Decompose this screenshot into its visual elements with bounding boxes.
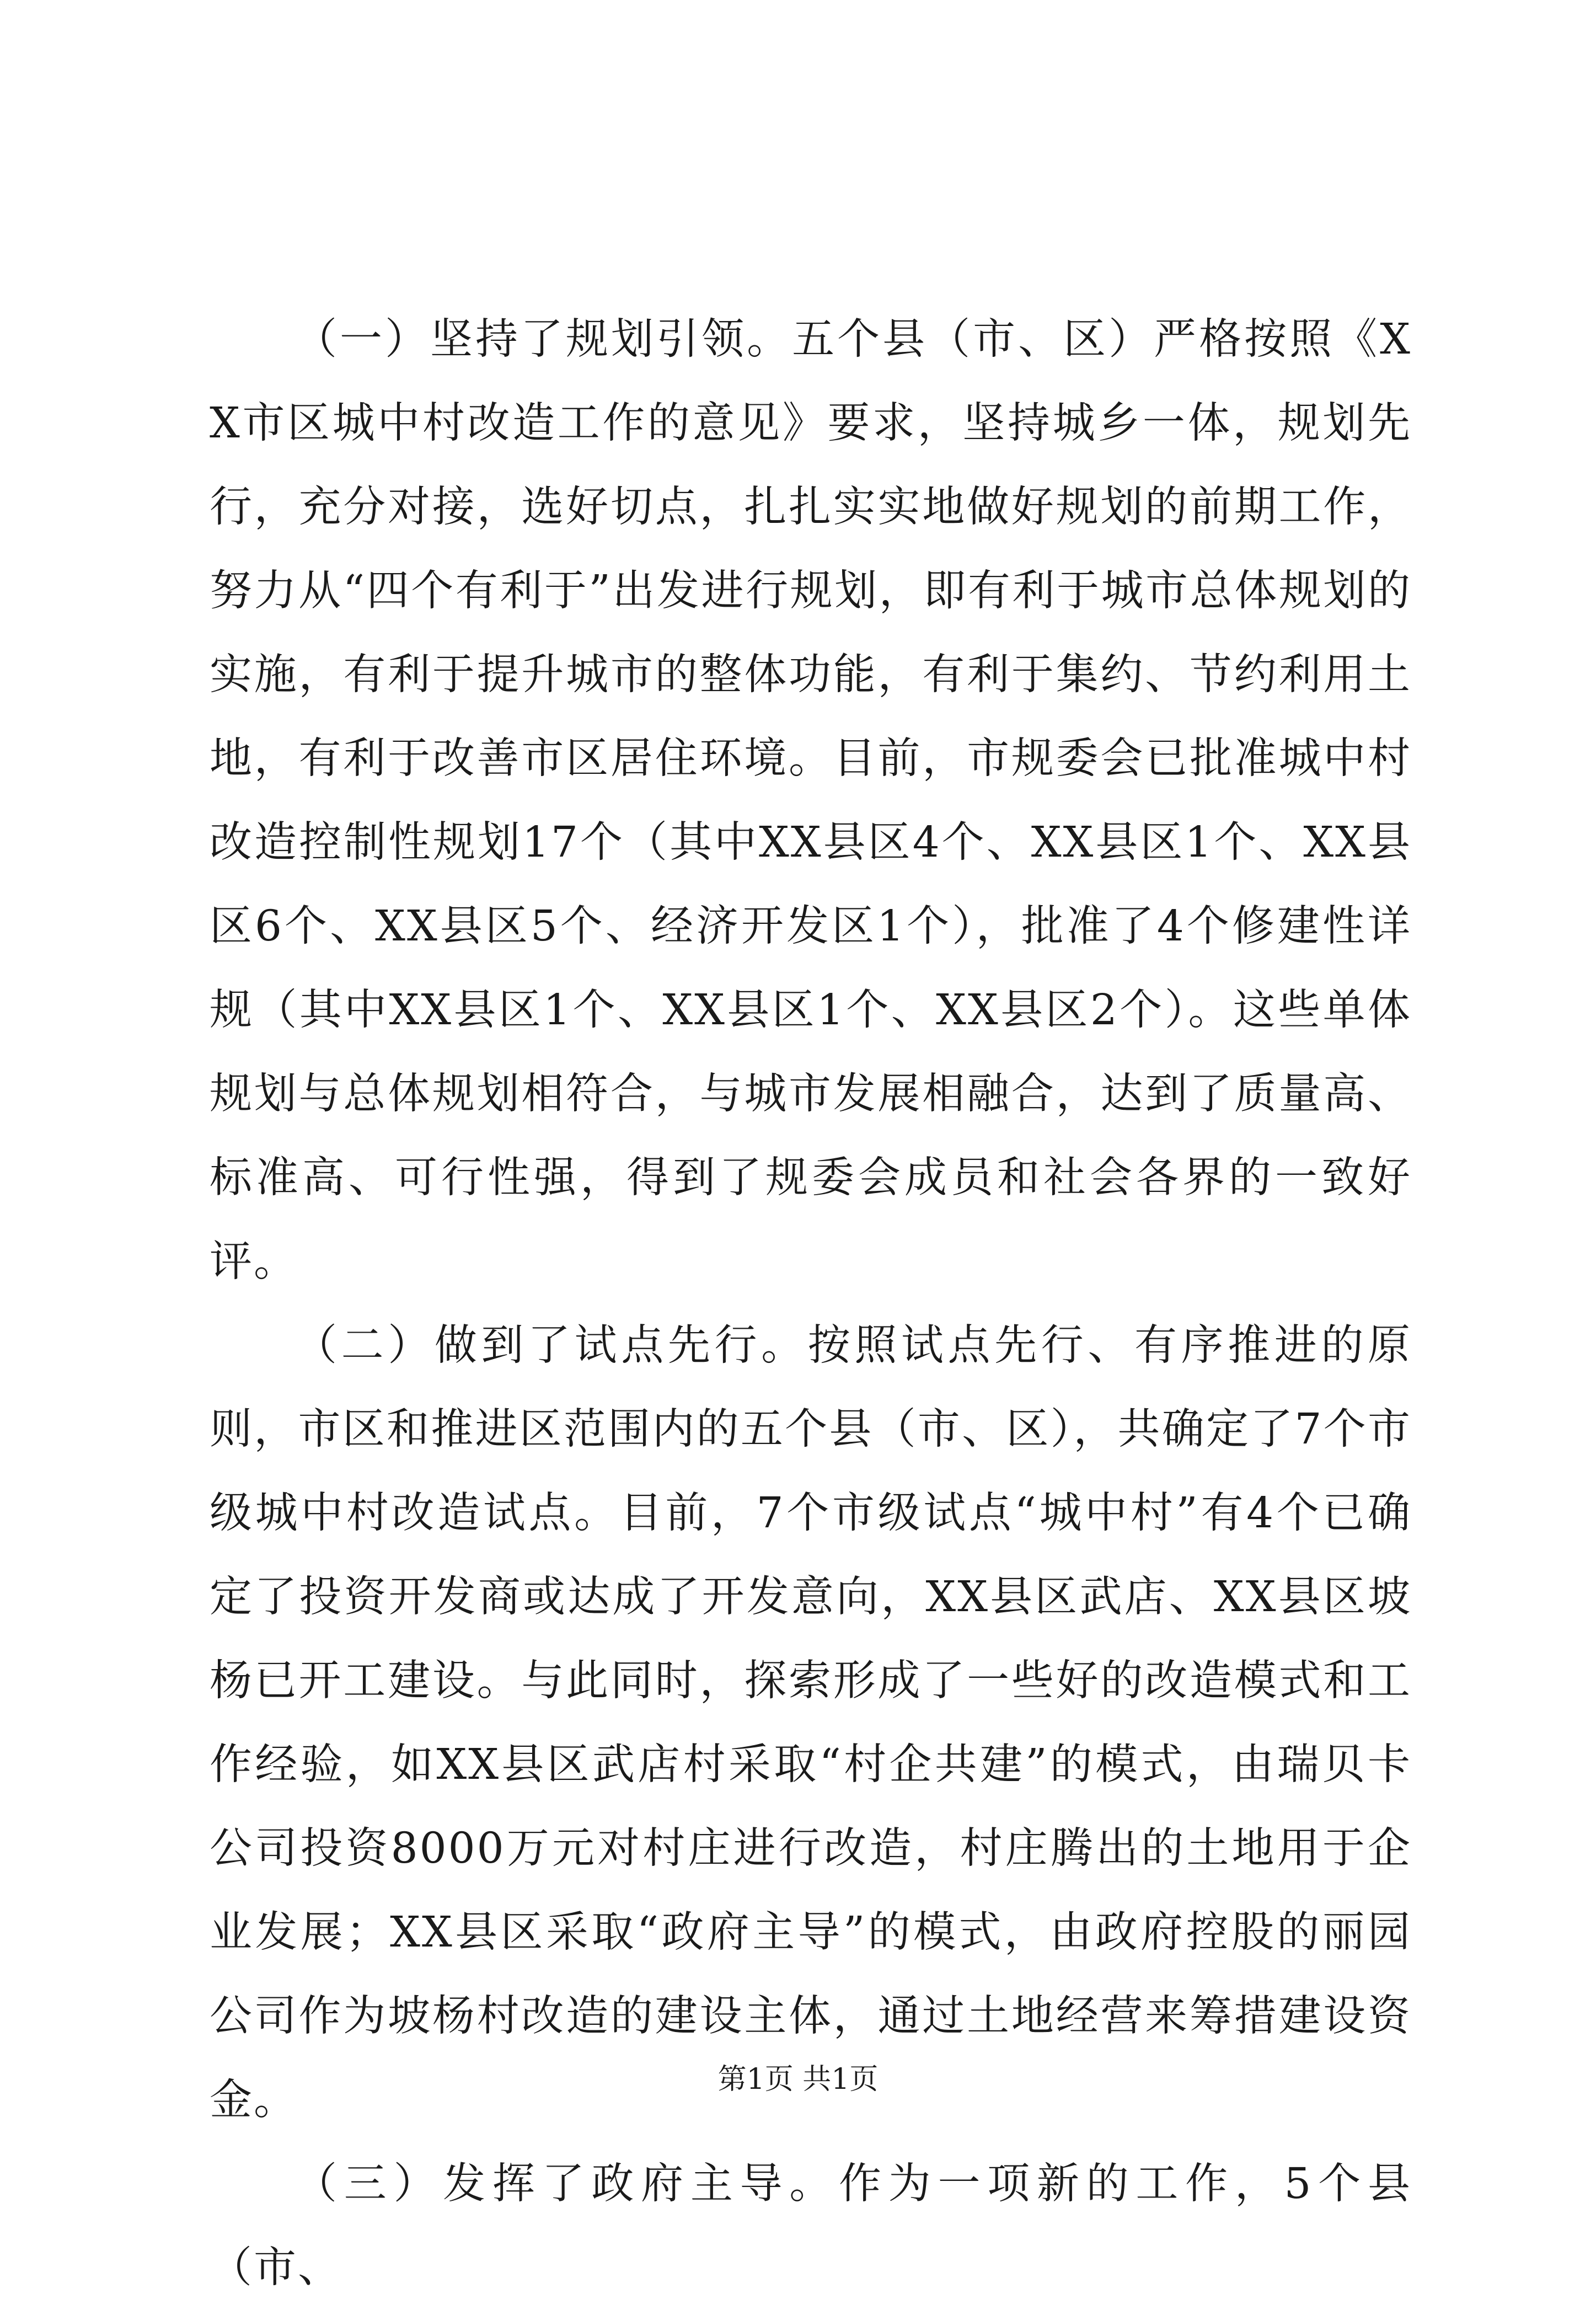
paragraph-planning-guidance: （一）坚持了规划引领。五个县（市、区）严格按照《XX市区城中村改造工作的意见》要求，坚持城乡一体，规划先行，充分对接，选好切点，扎扎实实地做好规划的前期工作，努力从“四个有利于”出发进行规划，即有利于城市总体规划的实施，有利于提升城市的整体功能，有利于集约、节约利用土地，有利于改善市区居住环境。目前，市规委会已批准城中村改造控制性规划17个（其中XX县区4个、XX县区1个、XX县区6个、XX县区5个、经济开发区1个），批准了4个修建性详规（其中XX县区1个、XX县区1个、XX县区2个）。这些单体规划与总体规划相符合，与城市发展相融合，达到了质量高、标准高、可行性强，得到了规委会成员和社会各界的一致好评。 — [210, 315, 1412, 1286]
paragraph-pilot-first: （二）做到了试点先行。按照试点先行、有序推进的原则，市区和推进区范围内的五个县（市、区），共确定了7个市级城中村改造试点。目前，7个市级试点“城中村”有4个已确定了投资开发商或达成了开发意向，XX县区武店、XX县区坡杨已开工建设。与此同时，探索形成了一些好的改造模式和工作经验，如XX县区武店村采取“村企共建”的模式，由瑞贝卡公司投资8000万元对村庄进行改造，村庄腾出的土地用于企业发展；XX县区采取“政府主导”的模式，由政府控股的丽园公司作为坡杨村改造的建设主体，通过土地经营来筹措建设资金。 — [210, 1321, 1412, 2125]
paragraph-government-leading: （三）发挥了政府主导。作为一项新的工作，5个县（市、 — [210, 2159, 1412, 2292]
page-footer: 第1页 共1页 — [717, 2063, 879, 2096]
document-body — [210, 298, 1412, 2310]
